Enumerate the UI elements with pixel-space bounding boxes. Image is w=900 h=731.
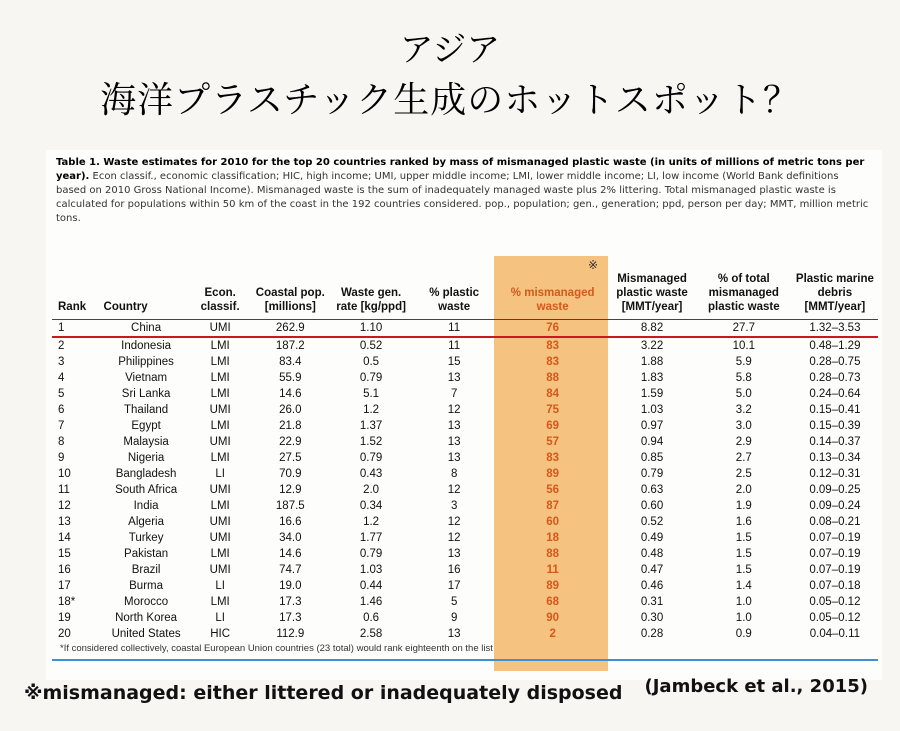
cell-marine-debris: 0.15–0.41: [809, 404, 861, 416]
cell-pct-total: 1.5: [735, 548, 752, 560]
highlight-mark: ※: [588, 258, 599, 272]
cell-mismanaged-plastic: 0.79: [640, 468, 664, 480]
cell-econ: UMI: [209, 516, 231, 528]
cell-mismanaged-pct: 83: [546, 356, 560, 368]
cell-mismanaged-pct: 2: [549, 628, 556, 640]
cell-econ: LMI: [210, 356, 230, 368]
mismanaged-definition: ※mismanaged: either littered or inadequately disposed: [24, 682, 623, 704]
cell-plastic-pct: 12: [447, 484, 461, 496]
table-row: [52, 320, 878, 338]
cell-country: India: [133, 500, 159, 512]
table-row: [52, 466, 878, 482]
cell-pct-total: 5.8: [735, 372, 752, 384]
cell-country: Turkey: [128, 532, 164, 544]
cell-marine-debris: 0.48–1.29: [809, 340, 861, 352]
cell-marine-debris: 0.05–0.12: [809, 596, 861, 608]
cell-rank: 13: [58, 516, 71, 528]
table-row: [52, 482, 878, 498]
cell-waste-gen: 2.0: [363, 484, 380, 496]
cell-econ: UMI: [191, 320, 250, 338]
table-row: [52, 370, 878, 386]
cell-marine-debris: 0.07–0.19: [809, 532, 861, 544]
table-row: [52, 514, 878, 530]
cell-pct-total: 1.9: [735, 500, 752, 512]
table-row: [52, 354, 878, 370]
header-mismanaged-plastic: Mismanaged plastic waste [MMT/year]: [608, 256, 695, 320]
cell-plastic-pct: 8: [450, 468, 458, 480]
cell-coastal-pop: 22.9: [279, 436, 302, 448]
cell-rank: 14: [58, 532, 71, 544]
cell-mismanaged-pct: 18: [546, 532, 560, 544]
cell-waste-gen: 1.37: [359, 420, 383, 432]
cell-mismanaged-plastic: 0.31: [640, 596, 664, 608]
cell-mismanaged-plastic: 0.28: [640, 628, 664, 640]
cell-rank: 18*: [58, 596, 76, 608]
header-plastic-pct: % plastic waste: [411, 256, 497, 320]
cell-mismanaged-pct: 89: [546, 468, 560, 480]
cell-plastic-pct: 13: [447, 420, 461, 432]
cell-rank: 19: [58, 612, 71, 624]
cell-mismanaged-pct: 76: [497, 320, 608, 338]
cell-rank: 20: [58, 628, 71, 640]
cell-country: Bangladesh: [115, 468, 177, 480]
cell-mismanaged-plastic: 0.94: [640, 436, 664, 448]
table-row: [52, 562, 878, 578]
cell-plastic-pct: 13: [447, 372, 461, 384]
table-row: [52, 450, 878, 466]
cell-econ: LMI: [210, 500, 230, 512]
cell-rank: 1: [52, 320, 102, 338]
cell-coastal-pop: 74.7: [279, 564, 302, 576]
cell-mismanaged-plastic: 8.82: [608, 320, 695, 338]
cell-waste-gen: 1.03: [359, 564, 383, 576]
cell-rank: 2: [58, 340, 65, 352]
cell-pct-total: 2.0: [735, 484, 752, 496]
cell-econ: LMI: [210, 452, 230, 464]
cell-waste-gen: 0.44: [359, 580, 383, 592]
cell-waste-gen: 5.1: [363, 388, 380, 400]
table-row: [52, 498, 878, 514]
cell-coastal-pop: 14.6: [279, 548, 302, 560]
cell-pct-total: 1.0: [735, 612, 752, 624]
cell-mismanaged-pct: 11: [546, 564, 559, 576]
cell-mismanaged-pct: 57: [546, 436, 560, 448]
cell-pct-total: 1.5: [735, 564, 752, 576]
table-body: [52, 320, 878, 643]
cell-pct-total: 5.0: [735, 388, 752, 400]
table-row: [52, 546, 878, 562]
cell-pct-total: 2.9: [735, 436, 752, 448]
cell-country: South Africa: [115, 484, 178, 496]
cell-mismanaged-plastic: 0.46: [640, 580, 664, 592]
cell-econ: UMI: [209, 404, 231, 416]
table-row: [52, 337, 878, 354]
cell-waste-gen: 0.79: [359, 452, 383, 464]
table-row: [52, 578, 878, 594]
cell-plastic-pct: 13: [447, 628, 461, 640]
cell-country: United States: [111, 628, 181, 640]
cell-rank: 8: [58, 436, 65, 448]
header-mismanaged-pct: % mismanaged waste: [497, 256, 608, 320]
cell-rank: 17: [58, 580, 71, 592]
cell-waste-gen: 0.6: [363, 612, 380, 624]
cell-econ: UMI: [209, 564, 231, 576]
cell-coastal-pop: 17.3: [279, 612, 302, 624]
cell-econ: UMI: [209, 436, 231, 448]
cell-country: Morocco: [124, 596, 169, 608]
table-row: [52, 594, 878, 610]
cell-econ: LMI: [210, 340, 230, 352]
cell-country: Thailand: [124, 404, 169, 416]
cell-econ: LI: [215, 612, 225, 624]
cell-country: China: [102, 320, 191, 338]
cell-marine-debris: 0.12–0.31: [809, 468, 861, 480]
header-coastal-pop: Coastal pop. [millions]: [250, 256, 331, 320]
cell-mismanaged-plastic: 0.49: [640, 532, 664, 544]
cell-rank: 7: [58, 420, 65, 432]
header-country: Country: [102, 256, 191, 320]
cell-marine-debris: 0.07–0.18: [809, 580, 861, 592]
cell-marine-debris: 0.14–0.37: [809, 436, 861, 448]
cell-plastic-pct: 5: [450, 596, 458, 608]
cell-econ: LMI: [210, 548, 230, 560]
cell-coastal-pop: 55.9: [279, 372, 302, 384]
cell-pct-total: 27.7: [696, 320, 792, 338]
cell-mismanaged-pct: 87: [546, 500, 560, 512]
cell-rank: 9: [58, 452, 65, 464]
cell-mismanaged-plastic: 0.30: [640, 612, 664, 624]
cell-mismanaged-pct: 89: [546, 580, 560, 592]
cell-country: Sri Lanka: [121, 388, 171, 400]
header-pct-total: % of total mismanaged plastic waste: [696, 256, 792, 320]
cell-mismanaged-plastic: 1.03: [640, 404, 664, 416]
cell-plastic-pct: 7: [450, 388, 458, 400]
cell-pct-total: 1.0: [735, 596, 752, 608]
cell-econ: LMI: [210, 388, 230, 400]
cell-mismanaged-pct: 83: [546, 452, 560, 464]
cell-coastal-pop: 17.3: [279, 596, 302, 608]
caption-title: Table 1. Waste estimates for 2010 for the top 20 countries ranked by mass of mismanaged plastic waste (in units of millions of metric tons per year).: [56, 157, 865, 182]
cell-marine-debris: 0.09–0.25: [809, 484, 861, 496]
cell-mismanaged-pct: 75: [546, 404, 560, 416]
cell-mismanaged-pct: 56: [546, 484, 560, 496]
cell-mismanaged-plastic: 1.83: [640, 372, 664, 384]
cell-rank: 6: [58, 404, 65, 416]
cell-mismanaged-pct: 68: [546, 596, 560, 608]
cell-mismanaged-plastic: 0.97: [640, 420, 664, 432]
cell-rank: 10: [58, 468, 71, 480]
cell-marine-debris: 0.08–0.21: [809, 516, 861, 528]
cell-mismanaged-pct: 90: [546, 612, 560, 624]
cell-mismanaged-plastic: 1.59: [640, 388, 664, 400]
cell-marine-debris: 1.32–3.53: [792, 320, 878, 338]
cell-country: Burma: [129, 580, 164, 592]
cell-mismanaged-plastic: 0.63: [640, 484, 664, 496]
cell-coastal-pop: 187.2: [275, 340, 305, 352]
cell-marine-debris: 0.13–0.34: [809, 452, 861, 464]
cell-marine-debris: 0.24–0.64: [809, 388, 861, 400]
cell-pct-total: 2.7: [735, 452, 752, 464]
cell-mismanaged-pct: 60: [546, 516, 560, 528]
cell-mismanaged-pct: 69: [546, 420, 560, 432]
cell-coastal-pop: 262.9: [250, 320, 331, 338]
cell-mismanaged-plastic: 0.52: [640, 516, 664, 528]
cell-country: Malaysia: [123, 436, 169, 448]
cell-marine-debris: 0.07–0.19: [809, 564, 861, 576]
table-scan: [46, 150, 882, 680]
cell-mismanaged-pct: 88: [546, 372, 560, 384]
cell-pct-total: 3.0: [735, 420, 752, 432]
cell-econ: LI: [215, 580, 225, 592]
cell-pct-total: 1.6: [735, 516, 752, 528]
cell-waste-gen: 0.43: [359, 468, 383, 480]
table-row: [52, 626, 878, 642]
cell-rank: 12: [58, 500, 71, 512]
cell-waste-gen: 0.79: [359, 548, 383, 560]
table-row: [52, 610, 878, 626]
cell-plastic-pct: 16: [447, 564, 461, 576]
slide-title-line2: 海洋プラスチック生成のホットスポット？: [100, 80, 800, 121]
cell-plastic-pct: 17: [447, 580, 461, 592]
cell-plastic-pct: 3: [450, 500, 458, 512]
cell-country: Indonesia: [121, 340, 172, 352]
cell-pct-total: 2.5: [735, 468, 752, 480]
cell-rank: 4: [58, 372, 65, 384]
cell-coastal-pop: 14.6: [279, 388, 302, 400]
cell-econ: LI: [215, 468, 225, 480]
table-row: [52, 402, 878, 418]
cell-waste-gen: 1.2: [363, 516, 380, 528]
cell-econ: HIC: [210, 628, 231, 640]
cell-marine-debris: 0.28–0.75: [809, 356, 861, 368]
cell-plastic-pct: 11: [411, 320, 497, 338]
cell-coastal-pop: 21.8: [279, 420, 302, 432]
cell-pct-total: 1.4: [735, 580, 752, 592]
cell-econ: LMI: [210, 596, 230, 608]
cell-waste-gen: 1.2: [363, 404, 380, 416]
cell-marine-debris: 0.09–0.24: [809, 500, 861, 512]
cell-econ: UMI: [209, 484, 231, 496]
cell-country: Vietnam: [125, 372, 168, 384]
cell-coastal-pop: 83.4: [279, 356, 302, 368]
cell-coastal-pop: 70.9: [279, 468, 302, 480]
cell-waste-gen: 1.10: [331, 320, 411, 338]
cell-mismanaged-plastic: 0.48: [640, 548, 664, 560]
blue-rule: [52, 659, 878, 661]
cell-rank: 5: [58, 388, 65, 400]
header-econ: Econ. classif.: [191, 256, 250, 320]
header-row: [52, 256, 878, 320]
cell-rank: 11: [58, 484, 70, 496]
table-row: [52, 386, 878, 402]
cell-coastal-pop: 19.0: [279, 580, 302, 592]
cell-mismanaged-pct: 84: [546, 388, 560, 400]
cell-plastic-pct: 11: [448, 340, 461, 352]
cell-marine-debris: 0.28–0.73: [809, 372, 861, 384]
cell-mismanaged-plastic: 3.22: [640, 340, 664, 352]
cell-mismanaged-pct: 83: [546, 340, 560, 352]
cell-waste-gen: 0.34: [359, 500, 383, 512]
header-rank: Rank: [52, 256, 102, 320]
cell-econ: UMI: [209, 532, 231, 544]
header-marine-debris: Plastic marine debris [MMT/year]: [792, 256, 878, 320]
cell-plastic-pct: 13: [447, 436, 461, 448]
cell-coastal-pop: 112.9: [276, 628, 305, 640]
cell-mismanaged-plastic: 0.47: [640, 564, 664, 576]
cell-waste-gen: 0.79: [359, 372, 383, 384]
cell-waste-gen: 1.77: [359, 532, 383, 544]
cell-mismanaged-plastic: 0.60: [640, 500, 664, 512]
cell-econ: LMI: [210, 420, 230, 432]
cell-pct-total: 1.5: [735, 532, 752, 544]
cell-pct-total: 10.1: [732, 340, 755, 352]
citation: (Jambeck et al., 2015): [644, 676, 868, 697]
table-row: [52, 530, 878, 546]
cell-country: Nigeria: [127, 452, 165, 464]
cell-waste-gen: 0.52: [359, 340, 383, 352]
cell-country: North Korea: [115, 612, 178, 624]
cell-coastal-pop: 16.6: [279, 516, 302, 528]
caption-body: Econ classif., economic classification; HIC, high income; UMI, upper middle income; LMI, lower middle income; LI, low income (World Bank definitions based on 2010 Gross National Income). Mismanaged waste is the sum of inadequately managed waste plus 2% littering. Total mismanaged plastic waste is calculated for populations within 50 km of the coast in the 192 countries considered. pop., population; gen., generation; ppd, person per day; MMT, million metric tons.: [56, 171, 869, 224]
table-caption: [56, 156, 870, 226]
cell-waste-gen: 1.52: [359, 436, 383, 448]
cell-coastal-pop: 34.0: [279, 532, 302, 544]
cell-plastic-pct: 12: [447, 404, 461, 416]
cell-coastal-pop: 12.9: [279, 484, 302, 496]
table-row: [52, 434, 878, 450]
cell-plastic-pct: 13: [447, 548, 461, 560]
cell-econ: LMI: [210, 372, 230, 384]
cell-marine-debris: 0.15–0.39: [809, 420, 861, 432]
cell-country: Pakistan: [124, 548, 169, 560]
cell-coastal-pop: 27.5: [279, 452, 302, 464]
cell-plastic-pct: 15: [447, 356, 461, 368]
slide-title-line1: アジア: [399, 30, 501, 70]
cell-coastal-pop: 26.0: [279, 404, 302, 416]
cell-waste-gen: 0.5: [363, 356, 380, 368]
waste-table: [52, 256, 878, 642]
cell-plastic-pct: 9: [450, 612, 458, 624]
cell-rank: 16: [58, 564, 71, 576]
cell-pct-total: 3.2: [735, 404, 752, 416]
cell-marine-debris: 0.04–0.11: [809, 628, 861, 640]
cell-marine-debris: 0.05–0.12: [809, 612, 861, 624]
cell-rank: 15: [58, 548, 71, 560]
cell-pct-total: 0.9: [735, 628, 752, 640]
cell-country: Philippines: [118, 356, 174, 368]
cell-mismanaged-plastic: 1.88: [640, 356, 664, 368]
table-row: [52, 418, 878, 434]
cell-waste-gen: 2.58: [359, 628, 383, 640]
cell-mismanaged-pct: 88: [546, 548, 560, 560]
cell-country: Brazil: [131, 564, 161, 576]
cell-plastic-pct: 12: [447, 532, 461, 544]
cell-plastic-pct: 12: [447, 516, 461, 528]
cell-plastic-pct: 13: [447, 452, 461, 464]
cell-waste-gen: 1.46: [359, 596, 383, 608]
cell-pct-total: 5.9: [735, 356, 752, 368]
cell-country: Egypt: [131, 420, 161, 432]
cell-country: Algeria: [128, 516, 164, 528]
cell-mismanaged-plastic: 0.85: [640, 452, 664, 464]
header-waste-gen: Waste gen. rate [kg/ppd]: [331, 256, 411, 320]
cell-marine-debris: 0.07–0.19: [809, 548, 861, 560]
table-footnote: *If considered collectively, coastal European Union countries (23 total) would rank eighteenth on the list: [60, 643, 493, 654]
cell-rank: 3: [58, 356, 65, 368]
cell-coastal-pop: 187.5: [275, 500, 305, 512]
